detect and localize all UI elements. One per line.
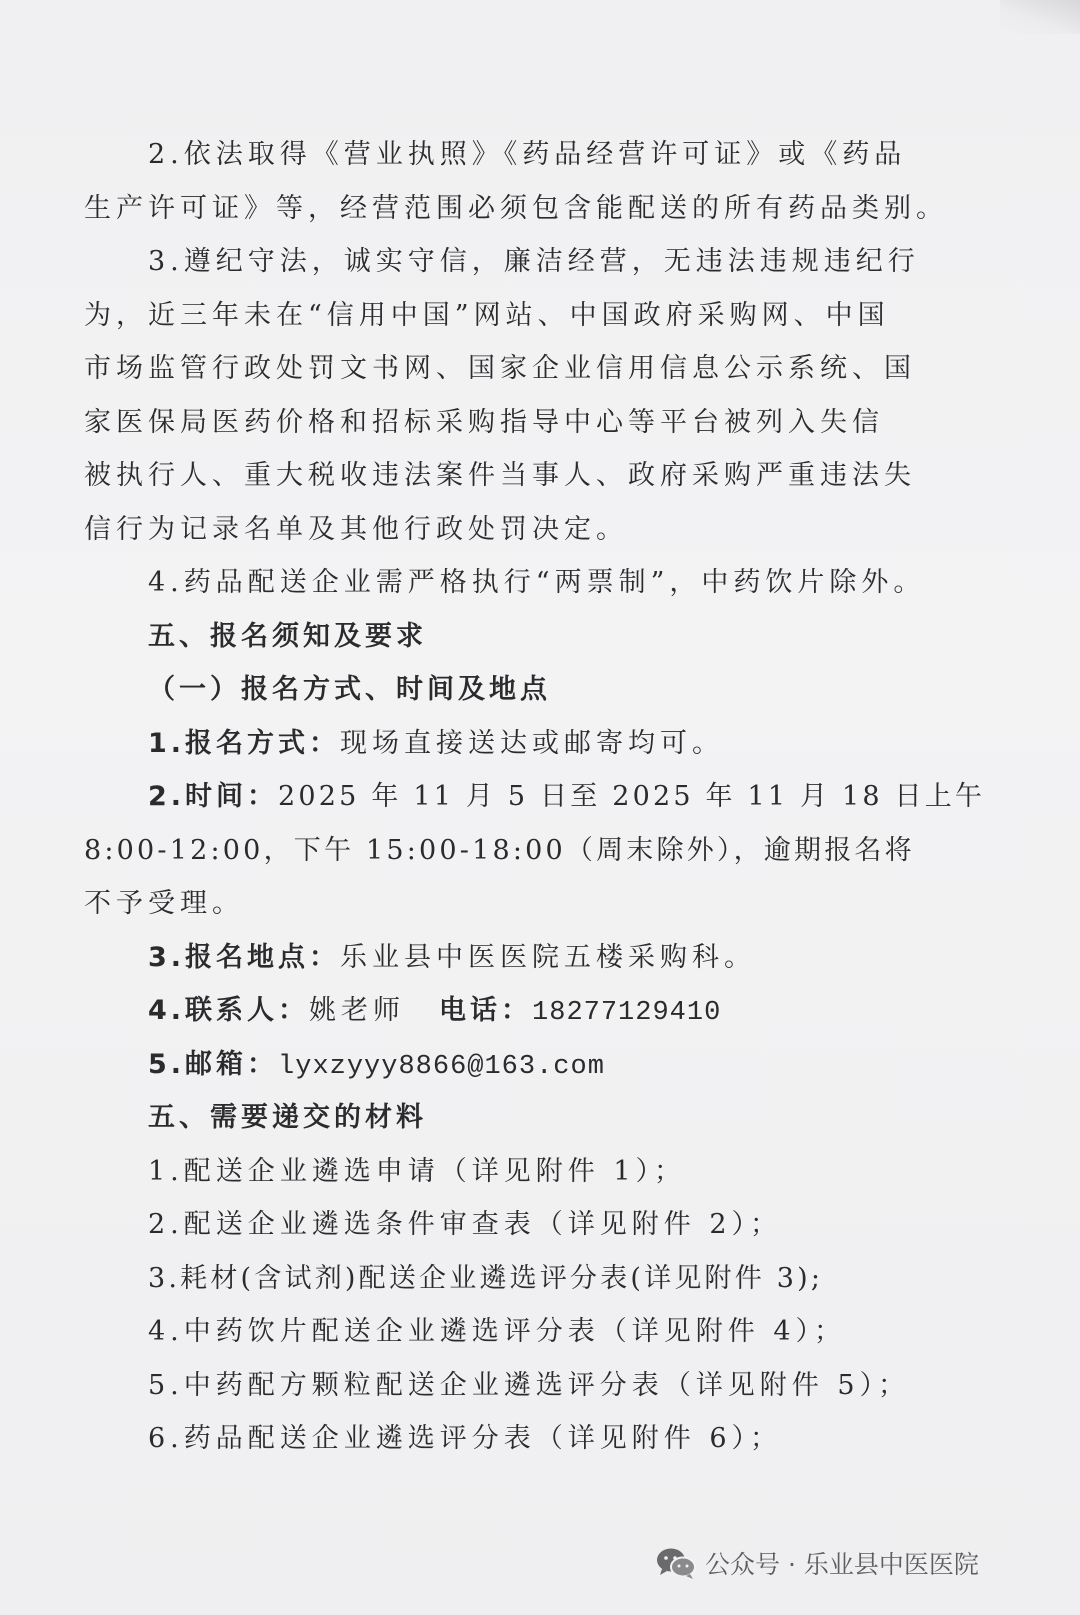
page-corner-shadow	[1000, 0, 1080, 34]
paragraph-line: 为，近三年未在“信用中国”网站、中国政府采购网、中国	[84, 299, 890, 331]
wechat-icon	[655, 1546, 697, 1580]
registration-place-label: 3.报名地点：	[148, 941, 341, 973]
paragraph-line: 市场监管行政处罚文书网、国家企业信用信息公示系统、国	[84, 353, 916, 384]
material-item: 2.配送企业遴选条件审查表（详见附件 2）；	[148, 1209, 783, 1240]
contact-value: 姚老师	[309, 995, 406, 1026]
material-item: 6.药品配送企业遴选评分表（详见附件 6）；	[148, 1423, 783, 1454]
registration-method	[84, 717, 914, 771]
registration-place-value: 乐业县中医医院五楼采购科。	[340, 941, 757, 973]
paragraph-line: 家医保局医药价格和招标采购指导中心等平台被列入失信	[84, 406, 884, 438]
subsection-heading: （一）报名方式、时间及地点	[148, 674, 551, 705]
phone-value: 18277129410	[532, 998, 722, 1028]
watermark	[655, 1543, 979, 1583]
section-heading: 五、报名须知及要求	[148, 620, 427, 652]
paragraph-line: 生产许可证》等，经营范围必须包含能配送的所有药品类别。	[84, 192, 948, 224]
email-label: 5.邮箱：	[148, 1048, 279, 1080]
email-value: lyxzyyy8866@163.com	[278, 1051, 605, 1082]
paragraph-line: 4.药品配送企业需严格执行“两票制”，中药饮片除外。	[148, 567, 926, 598]
section-heading: 五、需要递交的材料	[148, 1102, 427, 1133]
material-item: 1.配送企业遴选申请（详见附件 1）；	[148, 1155, 687, 1187]
paragraph-line: 被执行人、重大税收违法案件当事人、政府采购严重违法失	[84, 460, 916, 491]
email-info	[84, 1038, 914, 1092]
registration-method-label: 1.报名方式：	[148, 727, 341, 759]
registration-time	[84, 770, 986, 824]
material-item: 3.耗材(含试剂)配送企业遴选评分表(详见附件 3);	[148, 1262, 824, 1294]
document-body	[84, 128, 986, 1466]
registration-time-label: 2.时间：	[148, 781, 279, 812]
paragraph-line: 3.遵纪守法，诚实守信，廉洁经营，无违法违规违纪行	[148, 246, 920, 277]
paragraph-line: 信行为记录名单及其他行政处罚决定。	[84, 513, 628, 545]
registration-time-continued: 不予受理。	[84, 888, 244, 919]
paragraph-line: 2.依法取得《营业执照》《药品经营许可证》或《药品	[148, 139, 907, 170]
registration-time-value: 2025 年 11 月 5 日至 2025 年 11 月 18 日上午	[278, 781, 986, 812]
material-item: 4.中药饮片配送企业遴选评分表（详见附件 4）；	[148, 1316, 847, 1347]
registration-place	[84, 931, 914, 985]
watermark-text: 公众号 · 乐业县中医医院	[705, 1550, 979, 1579]
phone-label: 电话：	[439, 995, 533, 1026]
material-item: 5.中药配方颗粒配送企业遴选评分表（详见附件 5）；	[148, 1369, 911, 1401]
contact-info	[84, 984, 914, 1038]
contact-label: 4.联系人：	[148, 995, 310, 1026]
registration-time-continued: 8:00-12:00，下午 15:00-18:00（周末除外），逾期报名将	[84, 834, 915, 866]
registration-method-value: 现场直接送达或邮寄均可。	[340, 727, 725, 759]
